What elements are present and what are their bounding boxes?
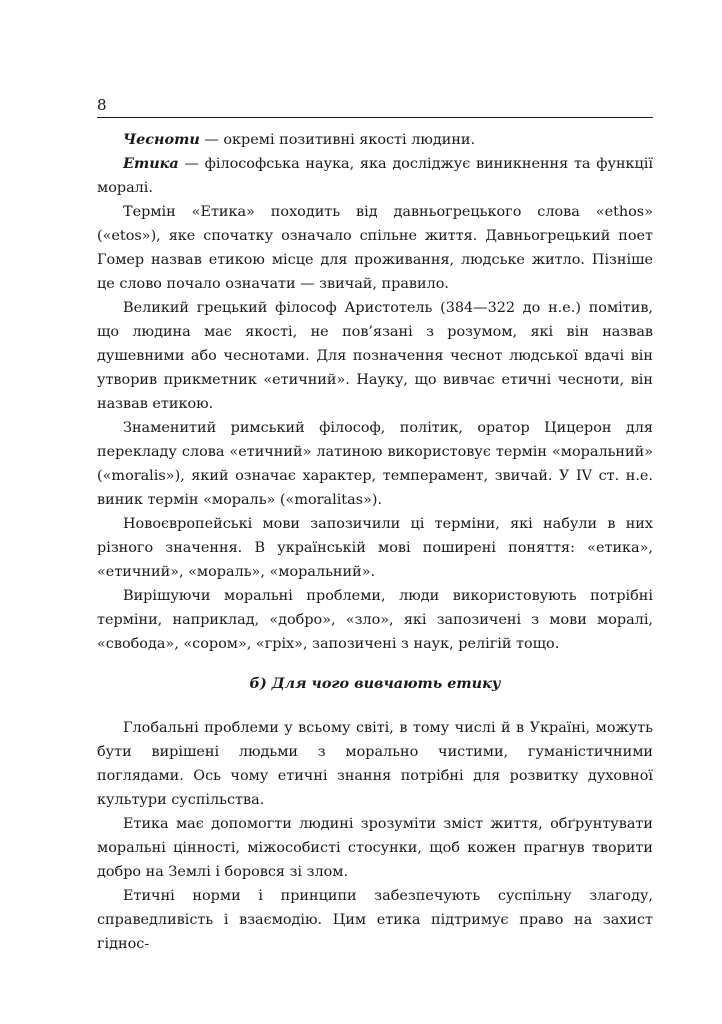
page-number: 8 (97, 96, 107, 114)
paragraph-ethos-origin: Термін «Етика» походить від давньогрецького слова «ethos» («etos»), яке спочатку означало спільне життя. Давньогрецький поет Гомер назвав етикою місце для проживання, людське житло. Пізніше це слово почало означати — звичай, правило. (97, 204, 653, 292)
header-rule (97, 117, 653, 118)
paragraph-moral-terms: Вирішуючи моральні проблеми, люди використовують потрібні терміни, наприклад, «добро», «зло», які запозичені з мови моралі, «свобода», «сором», «гріх», запозичені з наук, релігій тощо. (97, 588, 653, 652)
term-virtues: Чесноти (123, 131, 200, 148)
term-ethics: Етика (123, 155, 179, 172)
paragraph-cicero: Знаменитий римський філософ, політик, оратор Цицерон для перекладу слова «етичний» латиною використовує термін «моральний» («moralis»), який означає характер, темперамент, звичай. У IV ст. н.е. виник термін «мораль» («moralitas»). (97, 420, 653, 508)
paragraph-aristotle: Великий грецький філософ Аристотель (384—322 до н.е.) помітив, що людина має якості, не пов’язані з розумом, які він назвав душевними або чеснотами. Для позначення чеснот людської вдачі він утворив прикметник «етичний». Науку, що вивчає етичні чесноти, він назвав етикою. (97, 300, 653, 412)
page-body (97, 128, 653, 956)
section-heading-why-study-ethics: б) Для чого вивчають етику (249, 675, 501, 692)
paragraph-ethics-definition (97, 152, 653, 200)
paragraph-meaning-of-life: Етика має допомогти людині зрозуміти зміст життя, обґрунтувати моральні цінності, міжособисті стосунки, щоб кожен прагнув творити добро на Землі і боровся зі злом. (97, 816, 653, 880)
paragraph-virtues-definition (97, 128, 653, 152)
definition-virtues: — окремі позитивні якості людини. (199, 132, 476, 148)
paragraph-ethical-norms: Етичні норми і принципи забезпечують суспільну злагоду, справедливість і взаємодію. Цим етика підтримує право на захист гіднос- (97, 888, 653, 952)
definition-ethics: — філософська наука, яка досліджує виникнення та функції моралі. (97, 156, 653, 196)
paragraph-global-problems: Глобальні проблеми у всьому світі, в тому числі й в Україні, можуть бути вирішені людьми з морально чистими, гуманістичними поглядами. Ось чому етичні знання потрібні для розвитку духовної культури суспільства. (97, 720, 653, 808)
paragraph-modern-languages: Новоєвропейські мови запозичили ці терміни, які набули в них різного значення. В українській мові поширені поняття: «етика», «етичний», «мораль», «моральний». (97, 516, 653, 580)
